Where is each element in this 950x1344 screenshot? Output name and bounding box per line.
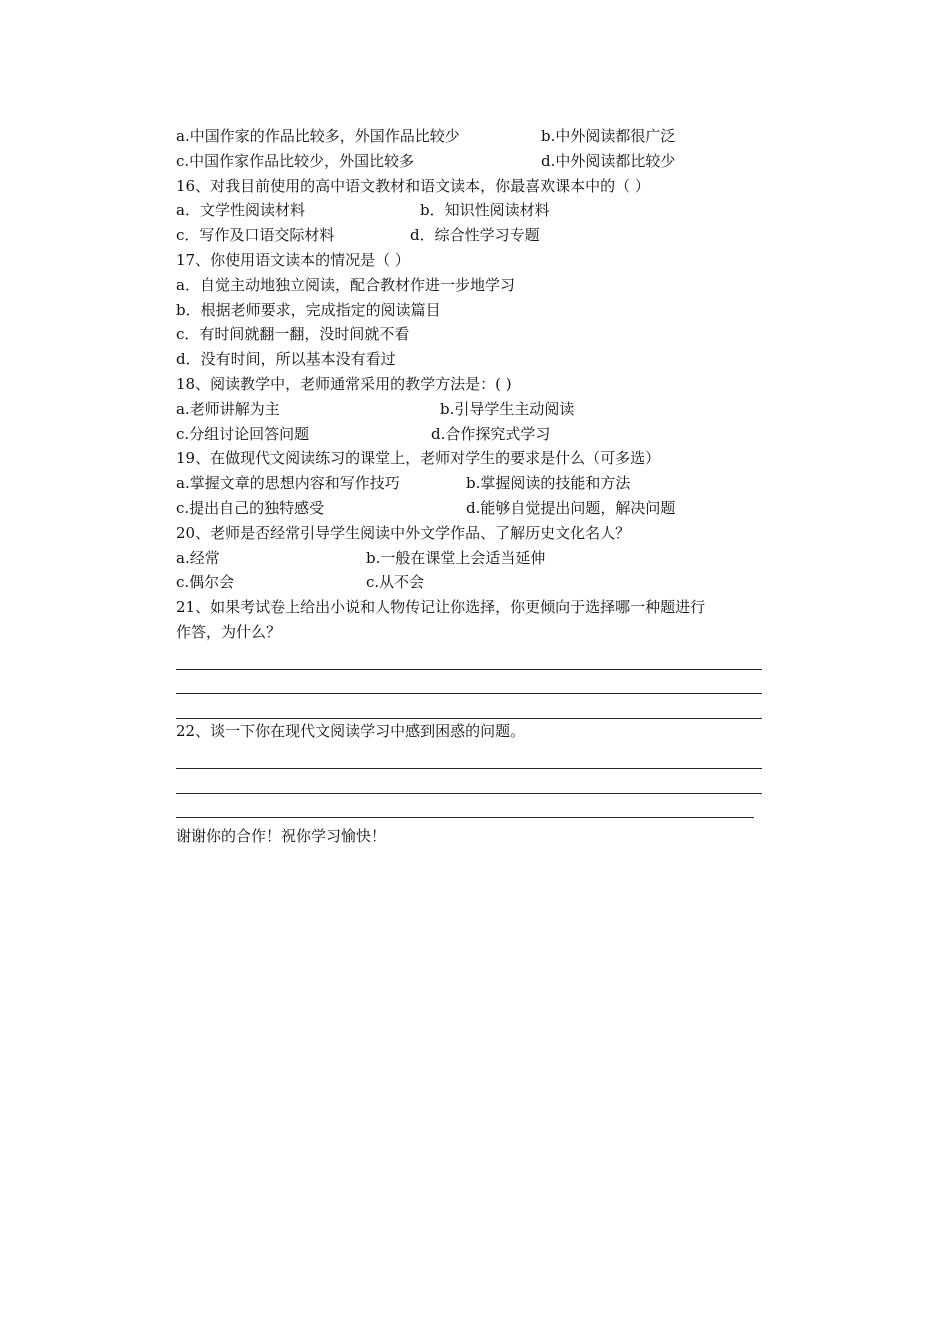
q22-answer-line-1[interactable] — [176, 744, 762, 769]
q19-option-a: a.掌握文章的思想内容和写作技巧 — [176, 474, 400, 493]
q16-option-a: a．文学性阅读材料 — [176, 201, 305, 220]
q20-option-b: b.一般在课堂上会适当延伸 — [366, 548, 546, 567]
q16-options-row-1 — [176, 198, 766, 223]
q20-option-c: c.偶尔会 — [176, 573, 235, 592]
q18-option-b: b.引导学生主动阅读 — [440, 399, 575, 418]
q18-options-row-2 — [176, 422, 766, 447]
q21-answer-line-1[interactable] — [176, 645, 762, 670]
q18-option-c: c.分组讨论回答问题 — [176, 424, 310, 443]
q17-option-b: b．根据老师要求，完成指定的阅读篇目 — [176, 300, 441, 319]
q16-option-d: d．综合性学习专题 — [410, 226, 540, 245]
q16-option-c: c．写作及口语交际材料 — [176, 226, 335, 245]
q19-option-d: d.能够自觉提出问题，解决问题 — [466, 498, 676, 517]
q17-question: 17、你使用语文读本的情况是（ ） — [176, 250, 410, 269]
q18-option-d: d.合作探究式学习 — [431, 424, 551, 443]
q18-options-row-1 — [176, 397, 766, 422]
q19-option-c: c.提出自己的独特感受 — [176, 498, 325, 517]
q22-answer-line-3[interactable] — [176, 794, 754, 819]
q20-question: 20、老师是否经常引导学生阅读中外文学作品、了解历史文化名人？ — [176, 523, 631, 542]
q20-options-row-2 — [176, 570, 766, 595]
q15-option-b: b.中外阅读都很广泛 — [541, 127, 676, 145]
q17-option-d: d．没有时间，所以基本没有看过 — [176, 350, 396, 369]
q15-options-row-2 — [176, 149, 766, 174]
q16-option-b: b．知识性阅读材料 — [420, 201, 550, 220]
survey-page — [176, 124, 766, 849]
q21-question-line-2: 作答，为什么？ — [176, 622, 282, 641]
q21-answer-line-3[interactable] — [176, 694, 762, 719]
closing-message: 谢谢你的合作！祝你学习愉快！ — [176, 827, 387, 846]
q19-options-row-1 — [176, 471, 766, 496]
q15-option-c: c.中国作家作品比较少，外国比较多 — [176, 151, 415, 170]
q17-option-a: a．自觉主动地独立阅读，配合教材作进一步地学习 — [176, 275, 515, 294]
q15-option-a: a.中国作家的作品比较多，外国作品比较少 — [176, 127, 460, 145]
q22-answer-line-2[interactable] — [176, 769, 762, 794]
q22-question: 22、谈一下你在现代文阅读学习中感到困惑的问题。 — [176, 722, 526, 741]
q20-option-a: a.经常 — [176, 548, 220, 567]
q16-question: 16、对我目前使用的高中语文教材和语文读本，你最喜欢课本中的（ ） — [176, 176, 650, 195]
q18-option-a: a.老师讲解为主 — [176, 399, 280, 418]
q19-question: 19、在做现代文阅读练习的课堂上，老师对学生的要求是什么（可多选） — [176, 449, 661, 468]
q18-question: 18、阅读教学中，老师通常采用的教学方法是：( ) — [176, 374, 512, 393]
q15-option-d: d.中外阅读都比较少 — [541, 151, 676, 170]
q15-options-row-1 — [176, 124, 766, 149]
q19-option-b: b.掌握阅读的技能和方法 — [466, 474, 631, 493]
q21-answer-line-2[interactable] — [176, 670, 762, 695]
q20-option-d: c.从不会 — [366, 573, 425, 592]
q16-options-row-2 — [176, 223, 766, 248]
q17-option-c: c．有时间就翻一翻，没时间就不看 — [176, 325, 410, 344]
q20-options-row-1 — [176, 546, 766, 571]
q19-options-row-2 — [176, 496, 766, 521]
q21-question-line-1: 21、如果考试卷上给出小说和人物传记让你选择，你更倾向于选择哪一种题进行 — [176, 598, 706, 617]
